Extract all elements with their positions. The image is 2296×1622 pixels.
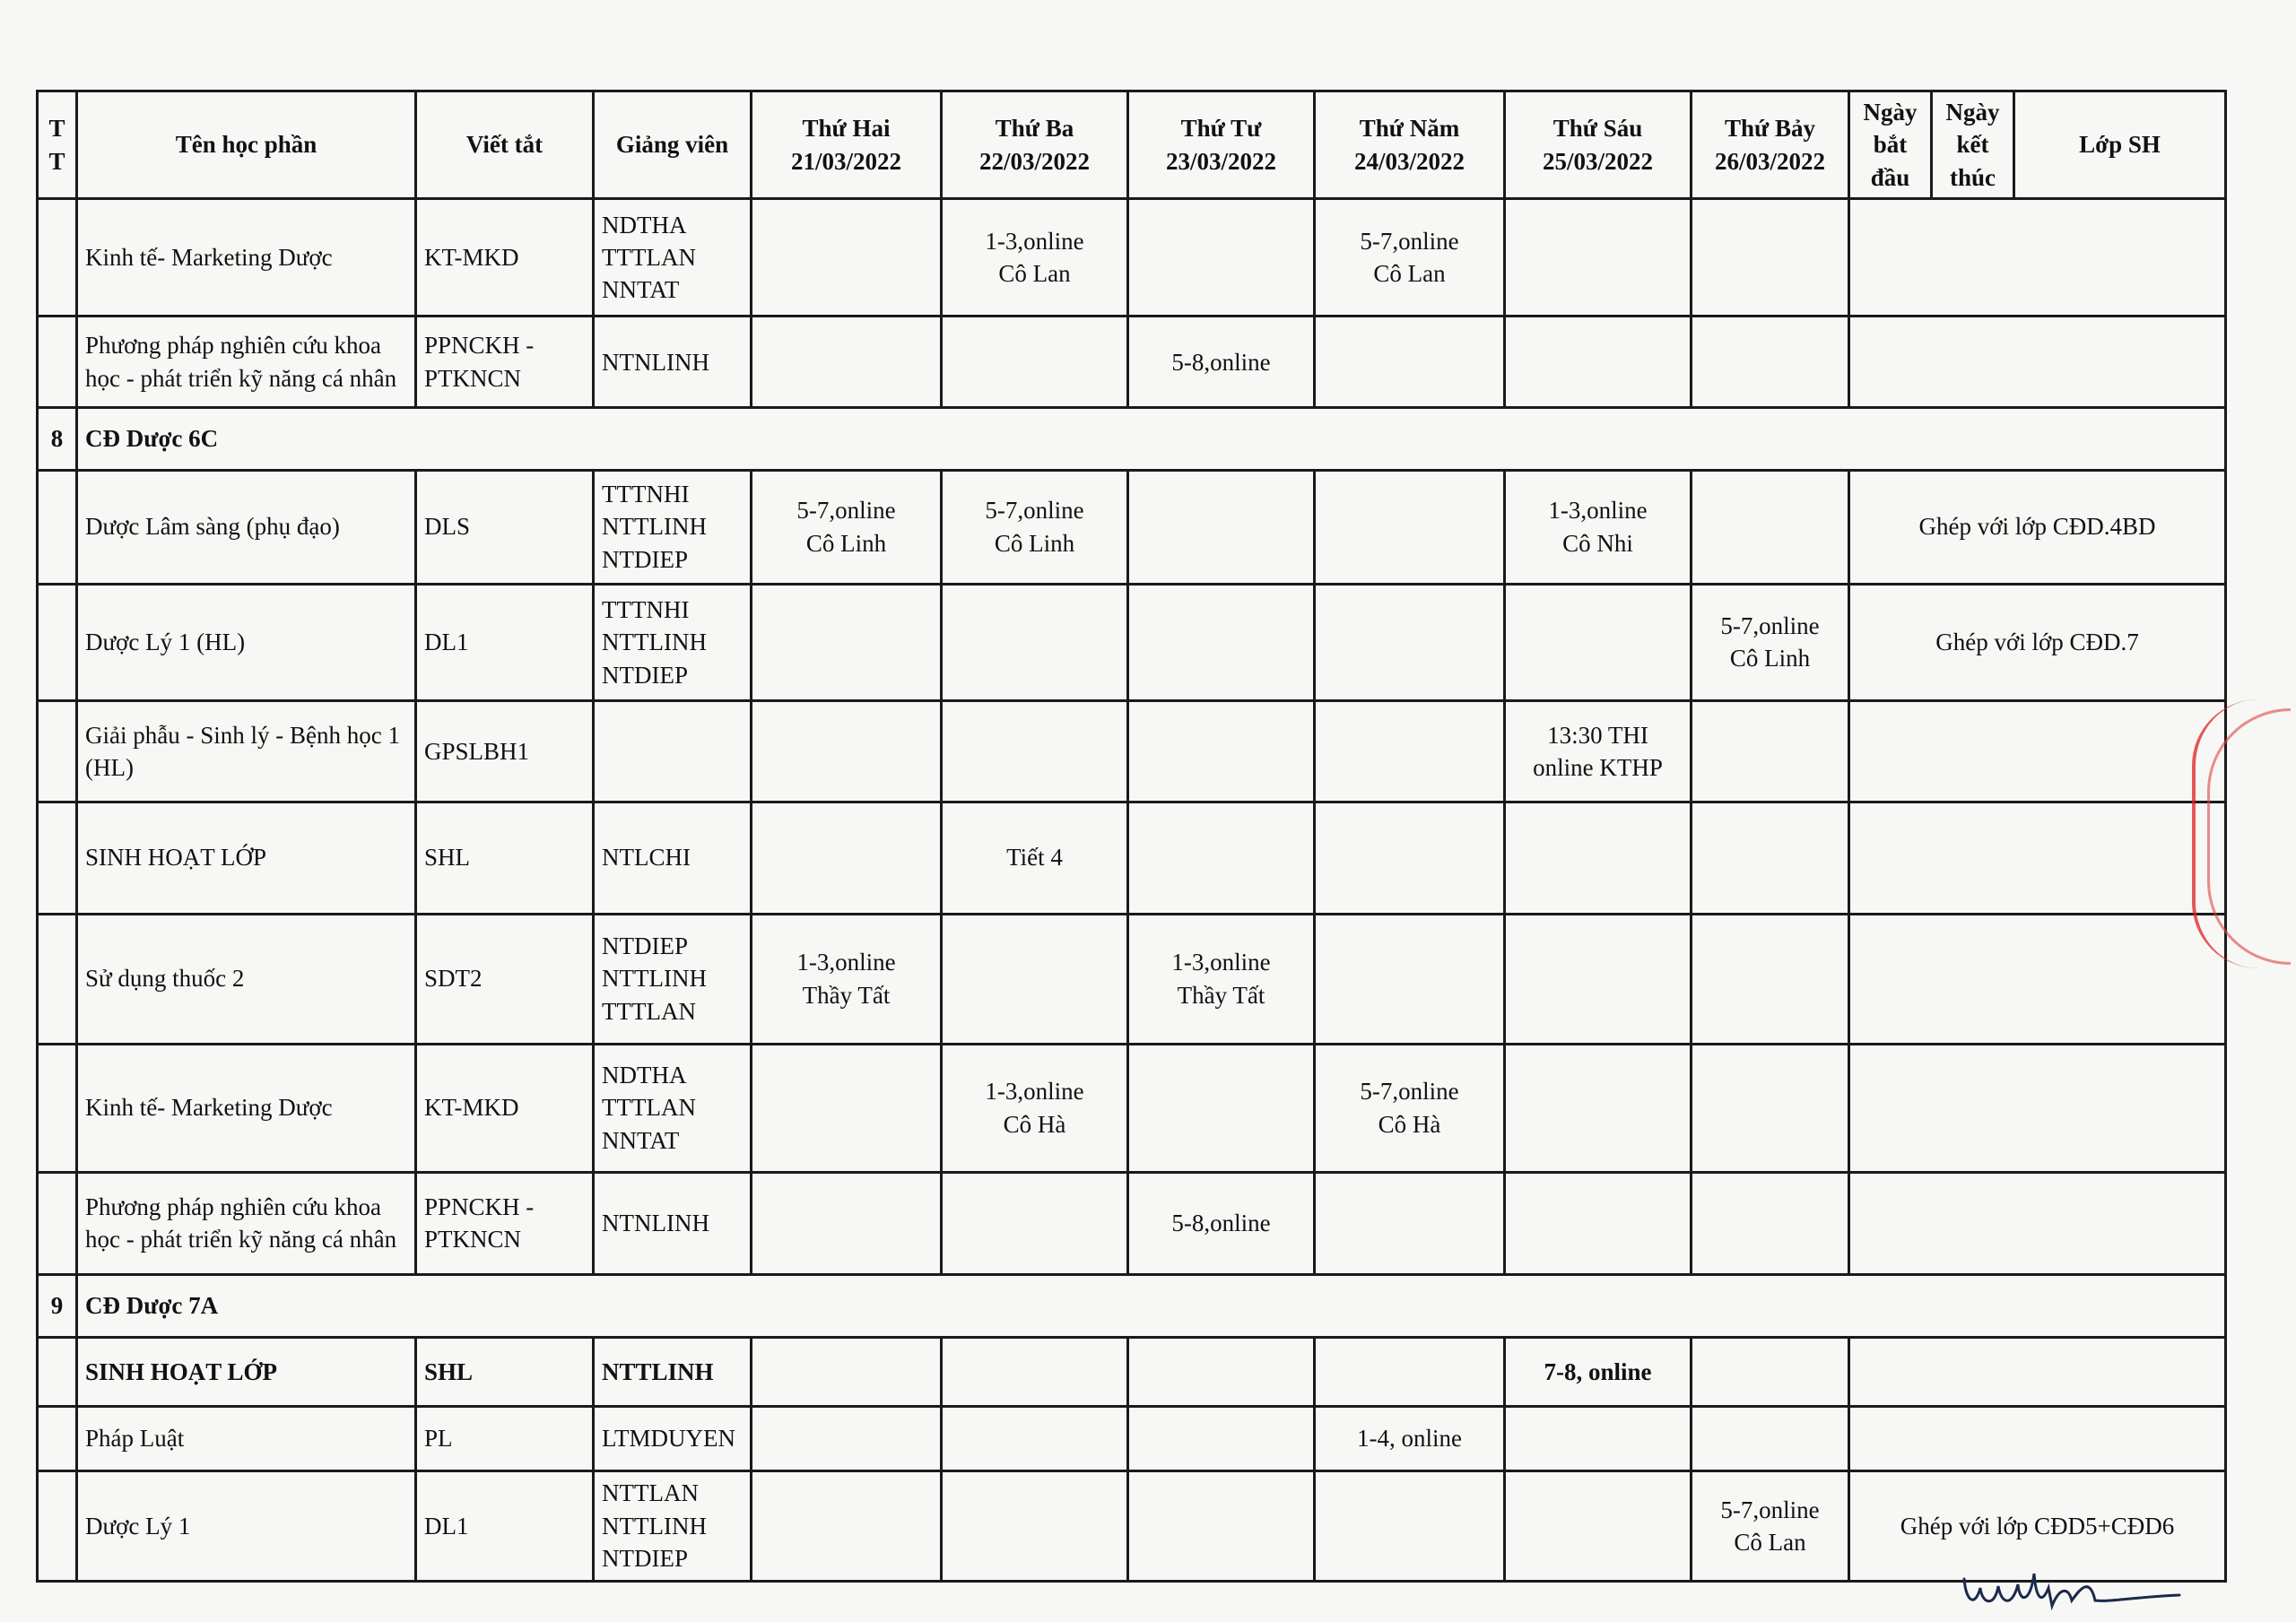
- course-name: Phương pháp nghiên cứu khoa học - phát triển kỹ năng cá nhân: [77, 1172, 416, 1274]
- tt-cell: [38, 1172, 77, 1274]
- course-row: [38, 199, 2226, 317]
- class-note: [1849, 914, 2226, 1044]
- lecturer-codes: NTNLINH: [594, 1172, 752, 1274]
- day-cell-sat: [1692, 914, 1849, 1044]
- class-note: [1849, 1172, 2226, 1274]
- course-row: [38, 1337, 2226, 1407]
- day-cell-fri: 7-8, online: [1505, 1337, 1692, 1407]
- lecturer-codes: [594, 701, 752, 802]
- day-cell-sat: [1692, 1407, 1849, 1471]
- schedule-table: [36, 90, 2227, 1583]
- day-cell-mon: [752, 199, 942, 317]
- day-cell-tue: 1-3,online Cô Lan: [942, 199, 1128, 317]
- schedule-body: [38, 199, 2226, 1582]
- day-cell-thu: 1-4, online: [1315, 1407, 1505, 1471]
- day-cell-thu: 5-7,online Cô Lan: [1315, 199, 1505, 317]
- day-cell-wed: [1128, 1044, 1315, 1172]
- day-label: Thứ Năm: [1359, 115, 1460, 143]
- header-row: [38, 91, 2226, 199]
- lecturer-codes: TTTNHI NTTLINH NTDIEP: [594, 584, 752, 701]
- day-cell-wed: [1128, 1470, 1315, 1581]
- col-abbr: Viết tắt: [416, 91, 594, 199]
- day-date: 25/03/2022: [1542, 147, 1653, 175]
- day-date: 26/03/2022: [1714, 147, 1825, 175]
- day-date: 23/03/2022: [1165, 147, 1276, 175]
- course-name: Dược Lý 1 (HL): [77, 584, 416, 701]
- col-day-tue: [942, 91, 1128, 199]
- lecturer-codes: NDTHA TTTLAN NNTAT: [594, 199, 752, 317]
- day-cell-tue: [942, 914, 1128, 1044]
- lecturer-codes: TTTNHI NTTLINH NTDIEP: [594, 470, 752, 584]
- class-note: [1849, 802, 2226, 914]
- course-name: Pháp Luật: [77, 1407, 416, 1471]
- class-note: [1849, 1407, 2226, 1471]
- day-cell-mon: [752, 802, 942, 914]
- day-cell-thu: [1315, 701, 1505, 802]
- day-cell-thu: [1315, 584, 1505, 701]
- course-abbr: KT-MKD: [416, 1044, 594, 1172]
- day-cell-wed: [1128, 199, 1315, 317]
- course-row: [38, 1470, 2226, 1581]
- course-row: [38, 914, 2226, 1044]
- section-title: CĐ Dược 7A: [77, 1275, 2226, 1338]
- col-day-fri: [1505, 91, 1692, 199]
- class-note: [1849, 317, 2226, 408]
- tt-cell: [38, 1407, 77, 1471]
- lecturer-codes: NTNLINH: [594, 317, 752, 408]
- day-cell-wed: [1128, 1407, 1315, 1471]
- day-cell-fri: [1505, 1407, 1692, 1471]
- course-row: [38, 1407, 2226, 1471]
- day-cell-wed: [1128, 584, 1315, 701]
- course-abbr: DL1: [416, 1470, 594, 1581]
- course-row: [38, 584, 2226, 701]
- course-abbr: PPNCKH - PTKNCN: [416, 1172, 594, 1274]
- day-cell-mon: [752, 701, 942, 802]
- day-cell-thu: 5-7,online Cô Hà: [1315, 1044, 1505, 1172]
- tt-cell: [38, 470, 77, 584]
- day-cell-wed: [1128, 1337, 1315, 1407]
- day-cell-tue: [942, 1470, 1128, 1581]
- day-date: 22/03/2022: [978, 147, 1090, 175]
- course-abbr: PL: [416, 1407, 594, 1471]
- lecturer-codes: NTTLAN NTTLINH NTDIEP: [594, 1470, 752, 1581]
- day-cell-mon: [752, 1407, 942, 1471]
- day-cell-mon: 5-7,online Cô Linh: [752, 470, 942, 584]
- course-abbr: GPSLBH1: [416, 701, 594, 802]
- day-date: 21/03/2022: [790, 147, 901, 175]
- course-name: Sử dụng thuốc 2: [77, 914, 416, 1044]
- tt-cell: [38, 701, 77, 802]
- course-row: [38, 317, 2226, 408]
- day-cell-fri: [1505, 584, 1692, 701]
- day-cell-fri: 13:30 THI online KTHP: [1505, 701, 1692, 802]
- day-cell-sat: [1692, 317, 1849, 408]
- day-cell-thu: [1315, 1470, 1505, 1581]
- col-course: Tên học phần: [77, 91, 416, 199]
- day-date: 24/03/2022: [1353, 147, 1465, 175]
- day-cell-wed: [1128, 701, 1315, 802]
- day-cell-fri: [1505, 802, 1692, 914]
- col-end-date: Ngày kết thúc: [1932, 91, 2014, 199]
- day-cell-sat: [1692, 199, 1849, 317]
- course-name: Giải phẫu - Sinh lý - Bệnh học 1 (HL): [77, 701, 416, 802]
- day-cell-fri: [1505, 1172, 1692, 1274]
- day-label: Thứ Hai: [802, 115, 891, 143]
- section-row: [38, 408, 2226, 471]
- course-row: [38, 470, 2226, 584]
- day-cell-thu: [1315, 914, 1505, 1044]
- class-note: [1849, 1044, 2226, 1172]
- course-row: [38, 1172, 2226, 1274]
- day-cell-sat: [1692, 1337, 1849, 1407]
- col-start-date: Ngày bắt đầu: [1849, 91, 1932, 199]
- day-cell-mon: [752, 1044, 942, 1172]
- tt-cell: [38, 914, 77, 1044]
- day-cell-tue: 1-3,online Cô Hà: [942, 1044, 1128, 1172]
- day-cell-sat: [1692, 1172, 1849, 1274]
- course-abbr: SHL: [416, 802, 594, 914]
- day-cell-mon: [752, 1337, 942, 1407]
- day-cell-tue: [942, 701, 1128, 802]
- day-cell-mon: [752, 584, 942, 701]
- day-label: Thứ Ba: [995, 115, 1074, 143]
- day-label: Thứ Tư: [1180, 115, 1262, 143]
- section-row: [38, 1275, 2226, 1338]
- section-number: 9: [38, 1275, 77, 1338]
- class-note: Ghép với lớp CĐD.7: [1849, 584, 2226, 701]
- lecturer-codes: NTLCHI: [594, 802, 752, 914]
- course-name: Kinh tế- Marketing Dược: [77, 199, 416, 317]
- red-stamp-inner: [2192, 699, 2258, 968]
- col-tt: T T: [38, 91, 77, 199]
- day-cell-sat: [1692, 701, 1849, 802]
- day-cell-wed: 1-3,online Thầy Tất: [1128, 914, 1315, 1044]
- day-cell-wed: [1128, 802, 1315, 914]
- day-cell-fri: [1505, 1044, 1692, 1172]
- day-cell-thu: [1315, 1337, 1505, 1407]
- course-name: Phương pháp nghiên cứu khoa học - phát triển kỹ năng cá nhân: [77, 317, 416, 408]
- day-cell-mon: [752, 1470, 942, 1581]
- col-day-mon: [752, 91, 942, 199]
- day-cell-fri: [1505, 914, 1692, 1044]
- day-cell-mon: [752, 1172, 942, 1274]
- day-cell-tue: 5-7,online Cô Linh: [942, 470, 1128, 584]
- day-cell-sat: 5-7,online Cô Lan: [1692, 1470, 1849, 1581]
- day-cell-thu: [1315, 1172, 1505, 1274]
- day-cell-fri: [1505, 199, 1692, 317]
- day-cell-thu: [1315, 802, 1505, 914]
- class-note: [1849, 701, 2226, 802]
- course-row: [38, 701, 2226, 802]
- lecturer-codes: LTMDUYEN: [594, 1407, 752, 1471]
- section-title: CĐ Dược 6C: [77, 408, 2226, 471]
- signature-icon: [1955, 1561, 2188, 1615]
- col-lecturer: Giảng viên: [594, 91, 752, 199]
- class-note: Ghép với lớp CĐD.4BD: [1849, 470, 2226, 584]
- day-cell-fri: [1505, 1470, 1692, 1581]
- col-day-wed: [1128, 91, 1315, 199]
- tt-cell: [38, 199, 77, 317]
- schedule-sheet: [36, 90, 2224, 1583]
- tt-cell: [38, 802, 77, 914]
- tt-cell: [38, 1470, 77, 1581]
- day-cell-fri: 1-3,online Cô Nhi: [1505, 470, 1692, 584]
- day-cell-tue: [942, 584, 1128, 701]
- day-cell-mon: 1-3,online Thầy Tất: [752, 914, 942, 1044]
- day-cell-tue: [942, 1407, 1128, 1471]
- section-number: 8: [38, 408, 77, 471]
- lecturer-codes: NTTLINH: [594, 1337, 752, 1407]
- class-note: Ghép với lớp CĐD5+CĐD6: [1849, 1470, 2226, 1581]
- tt-cell: [38, 1044, 77, 1172]
- course-abbr: SDT2: [416, 914, 594, 1044]
- course-abbr: PPNCKH - PTKNCN: [416, 317, 594, 408]
- lecturer-codes: NDTHA TTTLAN NNTAT: [594, 1044, 752, 1172]
- tt-cell: [38, 584, 77, 701]
- class-note: [1849, 199, 2226, 317]
- day-cell-tue: Tiết 4: [942, 802, 1128, 914]
- course-name: SINH HOẠT LỚP: [77, 802, 416, 914]
- tt-cell: [38, 1337, 77, 1407]
- course-row: [38, 802, 2226, 914]
- day-label: Thứ Bảy: [1725, 115, 1815, 143]
- course-name: SINH HOẠT LỚP: [77, 1337, 416, 1407]
- course-name: Kinh tế- Marketing Dược: [77, 1044, 416, 1172]
- day-cell-sat: 5-7,online Cô Linh: [1692, 584, 1849, 701]
- tt-cell: [38, 317, 77, 408]
- course-row: [38, 1044, 2226, 1172]
- day-cell-wed: 5-8,online: [1128, 1172, 1315, 1274]
- day-cell-sat: [1692, 1044, 1849, 1172]
- course-name: Dược Lâm sàng (phụ đạo): [77, 470, 416, 584]
- course-abbr: KT-MKD: [416, 199, 594, 317]
- course-abbr: DLS: [416, 470, 594, 584]
- day-cell-fri: [1505, 317, 1692, 408]
- lecturer-codes: NTDIEP NTTLINH TTTLAN: [594, 914, 752, 1044]
- day-cell-thu: [1315, 317, 1505, 408]
- day-cell-tue: [942, 317, 1128, 408]
- course-abbr: SHL: [416, 1337, 594, 1407]
- day-label: Thứ Sáu: [1552, 115, 1643, 143]
- day-cell-sat: [1692, 470, 1849, 584]
- col-day-thu: [1315, 91, 1505, 199]
- day-cell-tue: [942, 1337, 1128, 1407]
- col-class-note: Lớp SH: [2014, 91, 2226, 199]
- course-name: Dược Lý 1: [77, 1470, 416, 1581]
- day-cell-sat: [1692, 802, 1849, 914]
- col-day-sat: [1692, 91, 1849, 199]
- class-note: [1849, 1337, 2226, 1407]
- day-cell-thu: [1315, 470, 1505, 584]
- course-abbr: DL1: [416, 584, 594, 701]
- day-cell-wed: [1128, 470, 1315, 584]
- day-cell-tue: [942, 1172, 1128, 1274]
- day-cell-mon: [752, 317, 942, 408]
- day-cell-wed: 5-8,online: [1128, 317, 1315, 408]
